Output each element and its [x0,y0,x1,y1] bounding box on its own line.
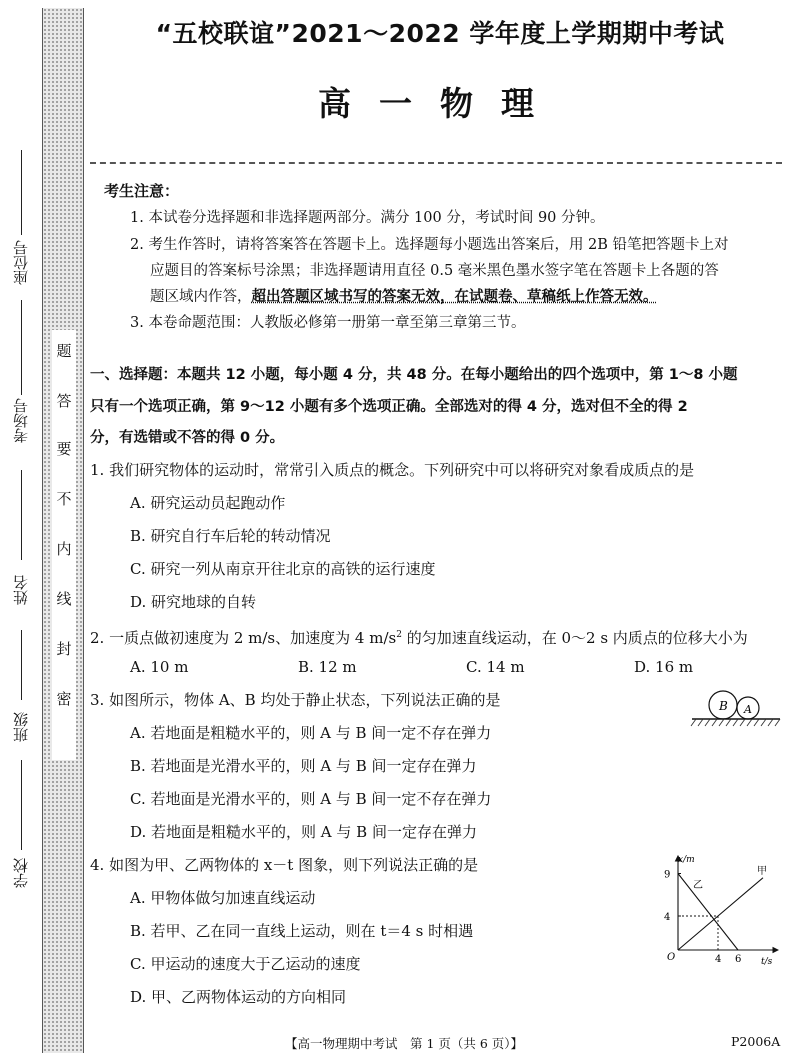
q1-option-d: D. 研究地球的自转 [130,593,257,611]
notice-item-2-line-1: 2. 考生作答时，请将答案答在答题卡上。选择题每小题选出答案后，用 2B 铅笔把答题卡上对 [130,237,729,253]
notice-warning-emphasis: 超出答题区域书写的答案无效，在试题卷、草稿纸上作答无效。 [251,289,658,305]
seat-label: 座位号 [11,240,30,285]
header-divider [90,162,782,164]
q2-stem-b: 的匀加速直线运动，在 0～2 s 内质点的位移大小为 [401,629,748,647]
series-label: 甲 [757,865,767,877]
q1-option-c: C. 研究一列从南京开往北京的高铁的运行速度 [130,560,436,578]
q1-option-b: B. 研究自行车后轮的转动情况 [130,527,331,545]
ball-b-label: B [719,699,728,713]
q2-stem-a: 2. 一质点做初速度为 2 m/s、加速度为 4 m/s [90,629,397,647]
q2-stem [90,625,748,648]
q4-option-d: D. 甲、乙两物体运动的方向相同 [130,988,347,1006]
footer-page-info: 【高一物理期中考试 第 1 页（共 6 页）】 [285,1036,524,1051]
notice-item-1: 1. 本试卷分选择题和非选择题两部分。满分 100 分，考试时间 90 分钟。 [130,210,605,226]
q1-option-a: A. 研究运动员起跑动作 [130,494,286,512]
school-label: 学校 [11,858,30,888]
origin-label: O [667,952,676,963]
ball-a-label: A [744,703,752,716]
q2-option-a: A. 10 m [130,658,189,676]
q3-option-a: A. 若地面是粗糙水平的，则 A 与 B 间一定不存在弹力 [130,724,492,742]
warning-char: 线 [56,590,72,608]
ground-hatching [691,719,780,726]
warning-char: 内 [56,540,72,558]
exam-title: “五校联谊”2021～2022 学年度上学期期中考试 [155,19,725,48]
q2-stem-superscript: 2 [396,630,402,640]
q2-option-b: B. 12 m [298,658,357,676]
room-line [21,300,22,395]
warning-char: 不 [56,490,72,508]
q1-stem: 1. 我们研究物体的运动时，常常引入质点的概念。下列研究中可以将研究对象看成质点的是 [90,461,695,479]
q3-stem: 3. 如图所示，物体 A、B 均处于静止状态，下列说法正确的是 [90,691,501,709]
q3-option-c: C. 若地面是光滑水平的，则 A 与 B 间一定不存在弹力 [130,790,492,808]
q4-option-c: C. 甲运动的速度大于乙运动的速度 [130,955,361,973]
school-line [21,760,22,850]
name-line [21,470,22,560]
x-axis-label: t/s [761,957,773,967]
series-line-1 [678,878,763,950]
q3-figure [688,688,784,732]
q3-option-d: D. 若地面是粗糙水平的，则 A 与 B 间一定存在弹力 [130,823,477,841]
series-line-2 [678,874,738,951]
q3-option-b: B. 若地面是光滑水平的，则 A 与 B 间一定存在弹力 [130,757,477,775]
q2-option-d: D. 16 m [634,658,694,676]
warning-char: 密 [56,690,72,708]
section1-line-3: 分，有选错或不答的得 0 分。 [90,430,285,446]
footer-code: P2006A [731,1034,781,1049]
subject-title: 高一物理 [318,84,562,123]
section1-line-2: 只有一个选项正确，第 9～12 小题有多个选项正确。全部选对的得 4 分，选对但不全的得 2 [90,399,688,415]
xt-chart [660,850,790,970]
q4-stem: 4. 如图为甲、乙两物体的 x－t 图象，则下列说法正确的是 [90,856,479,874]
room-label: 考场号 [11,398,30,443]
series-label: 乙 [693,879,703,891]
notice-item-2-line-2: 应题目的答案标号涂黑；非选择题请用直径 0.5 毫米黑色墨水签字笔在答题卡上各题的答 [150,263,719,279]
seat-line [21,150,22,235]
class-line [21,630,22,700]
warning-char: 答 [56,392,72,410]
warning-char: 封 [56,640,72,658]
q2-option-c: C. 14 m [466,658,525,676]
notice-item-2-line-3-a: 题区域内作答， [150,289,252,305]
y-tick-label: 4 [664,912,671,923]
x-tick-label: 6 [735,954,742,965]
warning-char: 题 [56,342,72,360]
notice-item-3: 3. 本卷命题范围：人教版必修第一册第一章至第三章第三节。 [130,315,526,331]
notice-item-2-line-3 [150,287,658,307]
name-label: 姓名 [11,575,30,605]
section1-line-1: 一、选择题：本题共 12 小题，每小题 4 分，共 48 分。在每小题给出的四个选项中，第 1～8 小题 [90,367,738,383]
notice-heading: 考生注意： [104,182,180,200]
warning-char: 要 [56,440,72,458]
y-axis-label: x/m [678,855,695,865]
q4-option-a: A. 甲物体做匀加速直线运动 [130,889,316,907]
x-tick-label: 4 [715,954,722,965]
class-label: 班级 [11,712,30,742]
q4-option-b: B. 若甲、乙在同一直线上运动，则在 t＝4 s 时相遇 [130,922,474,940]
y-tick-label: 9 [664,869,671,881]
